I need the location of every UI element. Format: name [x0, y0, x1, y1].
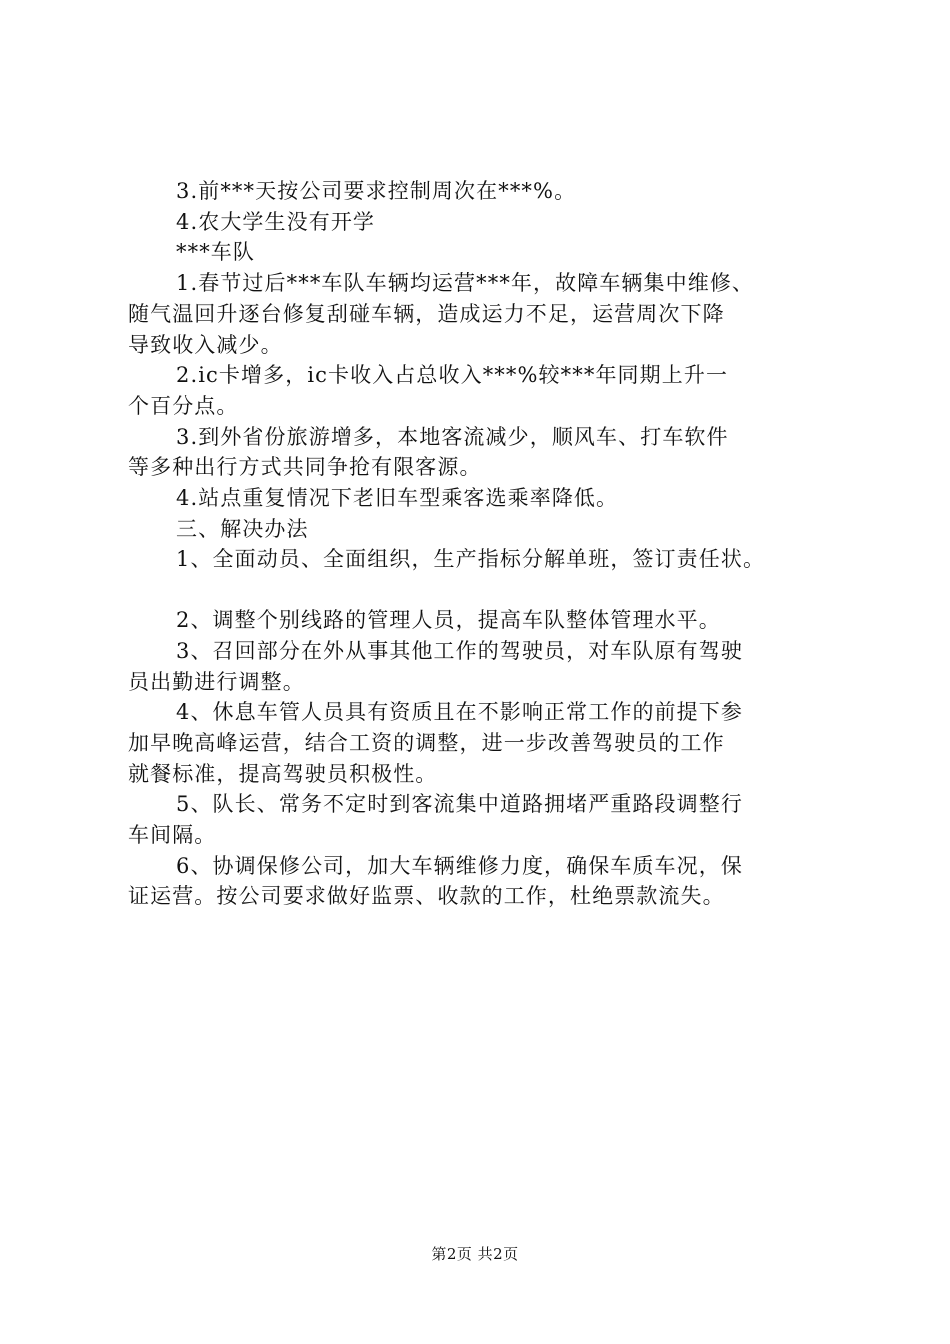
paragraph-line: 3、召回部分在外从事其他工作的驾驶员，对车队原有驾驶 — [176, 638, 743, 663]
paragraph-line: 车间隔。 — [128, 823, 217, 848]
paragraph-line: 等多种出行方式共同争抢有限客源。 — [128, 455, 482, 480]
paragraph-line: 4.农大学生没有开学 — [176, 209, 376, 234]
paragraph-line: 导致收入减少。 — [128, 332, 283, 357]
paragraph-line: 6、协调保修公司，加大车辆维修力度，确保车质车况，保 — [176, 853, 743, 878]
paragraph-line: 员出勤进行调整。 — [128, 669, 305, 694]
paragraph-line: 就餐标准，提高驾驶员积极性。 — [128, 761, 438, 786]
paragraph-line: 1.春节过后***车队车辆均运营***年，故障车辆集中维修、 — [176, 271, 755, 296]
paragraph-line: 5、队长、常务不定时到客流集中道路拥堵严重路段调整行 — [176, 792, 743, 817]
paragraph-line: 个百分点。 — [128, 393, 239, 418]
paragraph-line: 2、调整个别线路的管理人员，提高车队整体管理水平。 — [176, 608, 721, 633]
paragraph-line: 证运营。按公司要求做好监票、收款的工作，杜绝票款流失。 — [128, 884, 725, 909]
paragraph-line: 4、休息车管人员具有资质且在不影响正常工作的前提下参 — [176, 700, 743, 725]
section-heading: 三、解决办法 — [176, 516, 309, 541]
paragraph-line: 随气温回升逐台修复刮碰车辆，造成运力不足，运营周次下降 — [128, 301, 725, 326]
paragraph-line: 1、全面动员、全面组织，生产指标分解单班，签订责任状。 — [176, 547, 766, 572]
paragraph-line: 加早晚高峰运营，结合工资的调整，进一步改善驾驶员的工作 — [128, 730, 725, 755]
paragraph-line: 4.站点重复情况下老旧车型乘客选乘率降低。 — [176, 486, 619, 511]
page-number-footer: 第2页 共2页 — [431, 1245, 519, 1263]
paragraph-line: 3.到外省份旅游增多，本地客流减少，顺风车、打车软件 — [176, 424, 729, 449]
paragraph-line: 3.前***天按公司要求控制周次在***%。 — [176, 179, 577, 203]
paragraph-line: 2.ic卡增多，ic卡收入占总收入***%较***年同期上升一 — [176, 363, 729, 388]
blank-line — [128, 575, 840, 605]
document-body — [128, 176, 840, 912]
section-heading: ***车队 — [176, 240, 255, 265]
